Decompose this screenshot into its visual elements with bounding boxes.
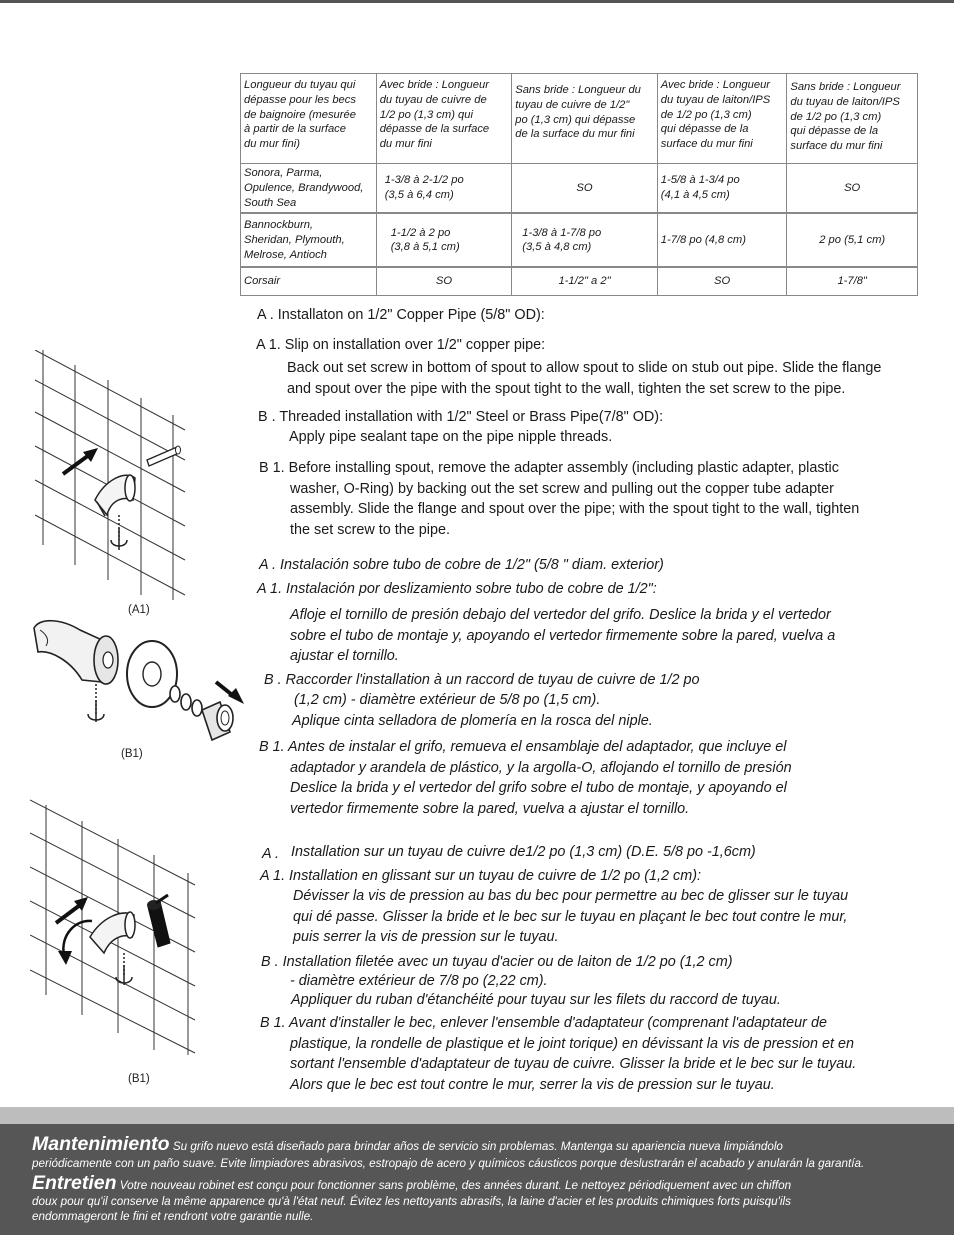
caption-a1: (A1) xyxy=(128,604,150,616)
text-line: surface du mur fini xyxy=(790,140,883,153)
text-line: 2 po (5,1 cm) xyxy=(819,233,886,246)
text-line: adaptador y arandela de plástico, y la argolla-O, aflojando el tornillo de presión xyxy=(290,759,792,776)
text-line: du mur fini xyxy=(379,138,432,151)
text-line: washer, O-Ring) by backing out the set screw and pulling out the copper tube adapter xyxy=(290,480,834,497)
table-header-row xyxy=(241,74,918,164)
text-line: du tuyau de laiton/IPS xyxy=(790,95,900,108)
maintenance-fr-line1 xyxy=(32,1172,791,1195)
fr-step-b-line2: - diamètre extérieur de 7/8 po (2,22 cm). xyxy=(290,973,548,989)
table-header-cell xyxy=(376,74,512,164)
text-line: dépasse pour les becs xyxy=(244,93,356,106)
maintenance-es-line2: periódicamente con un paño suave. Evite limpiadores abrasivos, estropajo de acero y químicos cáusticos porque deslustrarán el acabado y anularán la garantía. xyxy=(32,1157,865,1170)
text-line: sortant l'ensemble d'adaptateur de tuyau de cuivre. Glisser la bride et le bec sur le tuyau. xyxy=(290,1056,857,1073)
text-line: the set screw to the pipe. xyxy=(290,521,450,538)
text-line: de 1/2 po (1,3 cm) xyxy=(790,110,882,123)
text-line: 1-3/8 à 2-1/2 po xyxy=(384,174,464,187)
fr-step-b-body: Appliquer du ruban d'étanchéité pour tuyau sur les filets du raccord de tuyau. xyxy=(291,992,781,1008)
fr-step-a: Installation sur un tuyau de cuivre de1/2 po (1,3 cm) (D.E. 5/8 po -1,6cm) xyxy=(291,844,756,860)
table-cell xyxy=(512,213,658,267)
fr-step-b1 xyxy=(260,1013,856,1095)
text-line: de 1/2 po (1,3 cm) xyxy=(660,108,752,121)
text-line: 1-1/2" a 2" xyxy=(558,275,611,288)
table-cell xyxy=(787,164,918,214)
en-step-a: A . Installaton on 1/2" Copper Pipe (5/8" OD): xyxy=(257,307,545,323)
table-cell-model xyxy=(241,213,377,267)
o-ring-washers xyxy=(170,686,202,716)
table-cell xyxy=(512,267,658,296)
arrow-head-icon xyxy=(228,688,244,704)
figure-b1-exploded-illustration xyxy=(30,610,250,750)
caption-b1-top: (B1) xyxy=(121,748,143,760)
text-line: vertedor firmemente sobre la pared, vuelva a ajustar el tornillo. xyxy=(290,800,690,817)
text-line: South Sea xyxy=(244,196,297,209)
en-step-b-body: Apply pipe sealant tape on the pipe nipple threads. xyxy=(289,429,613,445)
maintenance-es-title: Mantenimiento xyxy=(32,1133,170,1155)
text-line: Opulence, Brandywood, xyxy=(244,181,364,194)
es-step-b: B . Raccorder l'installation à un raccord de tuyau de cuivre de 1/2 po xyxy=(264,672,700,688)
text-line: à partir de la surface xyxy=(244,123,346,136)
text-line: (3,5 à 4,8 cm) xyxy=(522,241,592,254)
text-line: 1-7/8 po (4,8 cm) xyxy=(660,233,746,246)
hex-wrench-icon xyxy=(111,515,127,550)
maintenance-es-text: Su grifo nuevo está diseñado para brindar años de servicio sin problemas. Mantenga su apariencia nueva limpiándolo xyxy=(172,1140,783,1153)
text-line: 1-7/8" xyxy=(837,275,867,288)
text-line: Sheridan, Plymouth, xyxy=(244,233,345,246)
text-line: Bannockburn, xyxy=(244,219,314,232)
text-line: B 1. Before installing spout, remove the adapter assembly (including plastic adapter, plastic xyxy=(259,460,839,476)
table-cell xyxy=(787,213,918,267)
text-line: qui dépasse de la xyxy=(790,125,879,138)
tile-wall-grid xyxy=(35,350,185,600)
text-line: and spout over the pipe with the spout tight to the wall, tighten the set screw to the pipe. xyxy=(287,380,846,397)
table-cell xyxy=(376,267,512,296)
text-line: qui dépasse de la xyxy=(660,123,749,136)
text-line: SO xyxy=(435,275,453,288)
text-line: Sonora, Parma, xyxy=(244,167,323,179)
maintenance-fr-text: Votre nouveau robinet est conçu pour fonctionner sans problème, des années durant. Le nettoyez périodiquement avec un chiffon xyxy=(119,1179,792,1192)
caption-b1-bottom: (B1) xyxy=(128,1073,150,1085)
hex-wrench-icon xyxy=(88,684,104,722)
es-step-a1: A 1. Instalación por deslizamiento sobre tubo de cobre de 1/2": xyxy=(257,581,657,597)
en-step-b1 xyxy=(259,458,859,540)
text-line: 1-1/2 à 2 po xyxy=(390,226,451,239)
maintenance-es-line1 xyxy=(32,1133,783,1156)
text-line: B 1. Avant d'installer le bec, enlever l'ensemble d'adaptateur (comprenant l'adaptateur de xyxy=(260,1015,827,1031)
figure-b1-threaded-illustration xyxy=(30,795,205,1055)
table-cell xyxy=(787,267,918,296)
es-step-b1 xyxy=(259,737,792,819)
es-step-a1-body xyxy=(290,605,835,667)
text-line: Sans bride : Longueur xyxy=(790,81,901,93)
text-line: 1/2 po (1,3 cm) qui xyxy=(379,108,473,121)
table-header-cell xyxy=(657,74,787,164)
text-line: Alors que le bec est tout contre le mur, serrer la vis de pression sur le tuyau. xyxy=(290,1076,775,1093)
rotation-arrow-head-icon xyxy=(58,951,72,965)
text-line: ajustar el tornillo. xyxy=(290,648,399,665)
fr-step-a-label: A . xyxy=(262,846,280,862)
text-line: B 1. Antes de instalar el grifo, remueva el ensamblaje del adaptador, que incluye el xyxy=(259,739,787,755)
table-header-cell xyxy=(787,74,918,164)
figure-a1-slip-on-illustration xyxy=(35,350,195,600)
text-line: Longueur du tuyau qui xyxy=(244,79,356,91)
text-line: (3,8 à 5,1 cm) xyxy=(390,241,460,254)
text-line: 1-5/8 à 1-3/4 po xyxy=(660,174,740,187)
spout-shape xyxy=(90,912,135,953)
text-line: Corsair xyxy=(244,275,281,288)
text-line: Avec bride : Longueur xyxy=(660,79,771,91)
text-line: Dévisser la vis de pression au bas du bec pour permettre au bec de glisser sur le tuyau xyxy=(293,888,849,904)
es-step-a: A . Instalación sobre tubo de cobre de 1/2" (5/8 " diam. exterior) xyxy=(259,557,664,573)
text-line: (4,1 à 4,5 cm) xyxy=(660,189,730,202)
copper-tube-adapter xyxy=(202,702,233,740)
table-header-cell xyxy=(512,74,658,164)
maintenance-fr-line2: doux pour qu'il conserve la même apparence qu'à l'état neuf. Évitez les nettoyants abrasifs, la laine d'acier et les produits chimiques forts puisqu'ils xyxy=(32,1195,791,1208)
text-line: plastique, la rondelle de plastique et le joint torique) en dévissant la vis de pression et en xyxy=(290,1035,854,1052)
text-line: SO xyxy=(713,275,731,288)
table-cell-model xyxy=(241,164,377,214)
text-line: surface du mur fini xyxy=(660,138,753,151)
table-row xyxy=(241,164,918,214)
text-line: Afloje el tornillo de presión debajo del vertedor del grifo. Deslice la brida y el vertedor xyxy=(290,607,831,623)
en-step-a1-body xyxy=(287,358,881,399)
text-line: SO xyxy=(576,181,593,194)
text-line: Melrose, Antioch xyxy=(244,248,327,261)
maintenance-fr-title: Entretien xyxy=(32,1172,117,1194)
footer-divider-band xyxy=(0,1107,954,1124)
maintenance-panel xyxy=(0,1124,954,1235)
es-step-b-body xyxy=(292,690,653,731)
flange-disc xyxy=(127,641,177,707)
spout-length-table xyxy=(240,73,918,296)
top-rule xyxy=(0,0,954,3)
text-line: du tuyau de cuivre de xyxy=(379,93,487,106)
fr-step-a1-body xyxy=(293,886,848,948)
text-line: du tuyau de laiton/IPS xyxy=(660,93,771,106)
table-header-cell xyxy=(241,74,377,164)
table-cell xyxy=(657,164,787,214)
text-line: de la surface du mur fini xyxy=(515,128,635,141)
table-cell-model xyxy=(241,267,377,296)
text-line: dépasse de la surface xyxy=(379,123,490,136)
fr-step-b: B . Installation filetée avec un tuyau d'acier ou de laiton de 1/2 po (1,2 cm) xyxy=(261,954,733,970)
text-line: puis serrer la vis de pression sur le tuyau. xyxy=(293,929,559,946)
text-line: Aplique cinta selladora de plomería en la rosca del niple. xyxy=(292,712,653,729)
text-line: (3,5 à 6,4 cm) xyxy=(384,189,454,202)
fr-step-a1: A 1. Installation en glissant sur un tuyau de cuivre de 1/2 po (1,2 cm): xyxy=(260,868,702,884)
maintenance-fr-line3: endommageront le fini et rendront votre garantie nulle. xyxy=(32,1210,314,1223)
text-line: 1-3/8 à 1-7/8 po xyxy=(522,226,602,239)
text-line: du mur fini) xyxy=(244,138,300,151)
text-line: Sans bride : Longueur du xyxy=(515,84,641,96)
text-line: sobre el tubo de montaje y, apoyando el vertedor firmemente sobre la pared, vuelva a xyxy=(290,627,836,644)
text-line: Deslice la brida y el vertedor del grifo sobre el tubo de montaje, y apoyando el xyxy=(290,780,787,797)
table-cell xyxy=(512,164,658,214)
table-cell xyxy=(376,213,512,267)
en-step-b: B . Threaded installation with 1/2" Steel or Brass Pipe(7/8" OD): xyxy=(258,409,664,425)
text-line: Avec bride : Longueur xyxy=(379,79,489,91)
table-cell xyxy=(376,164,512,214)
en-step-a1: A 1. Slip on installation over 1/2" copper pipe: xyxy=(256,337,546,353)
spout-body xyxy=(34,621,118,684)
table-row xyxy=(241,213,918,267)
text-line: assembly. Slide the flange and spout over the pipe; with the spout tight to the wall, tighten xyxy=(290,501,860,518)
text-line: Back out set screw in bottom of spout to allow spout to slide on stub out pipe. Slide the flange xyxy=(287,360,882,376)
table-row xyxy=(241,267,918,296)
arrow-icon xyxy=(63,455,89,474)
text-line: de baignoire (mesurée xyxy=(244,108,356,121)
table-cell xyxy=(657,267,787,296)
text-line: (1,2 cm) - diamètre extérieur de 5/8 po (1,5 cm). xyxy=(294,692,601,708)
table-cell xyxy=(657,213,787,267)
text-line: qui dé passe. Glisser la bride et le bec sur le tuyau en plaçant le bec tout contre le mur, xyxy=(293,908,848,925)
text-line: tuyau de cuivre de 1/2" xyxy=(515,98,630,111)
text-line: SO xyxy=(844,181,861,194)
text-line: po (1,3 cm) qui dépasse xyxy=(515,113,636,126)
